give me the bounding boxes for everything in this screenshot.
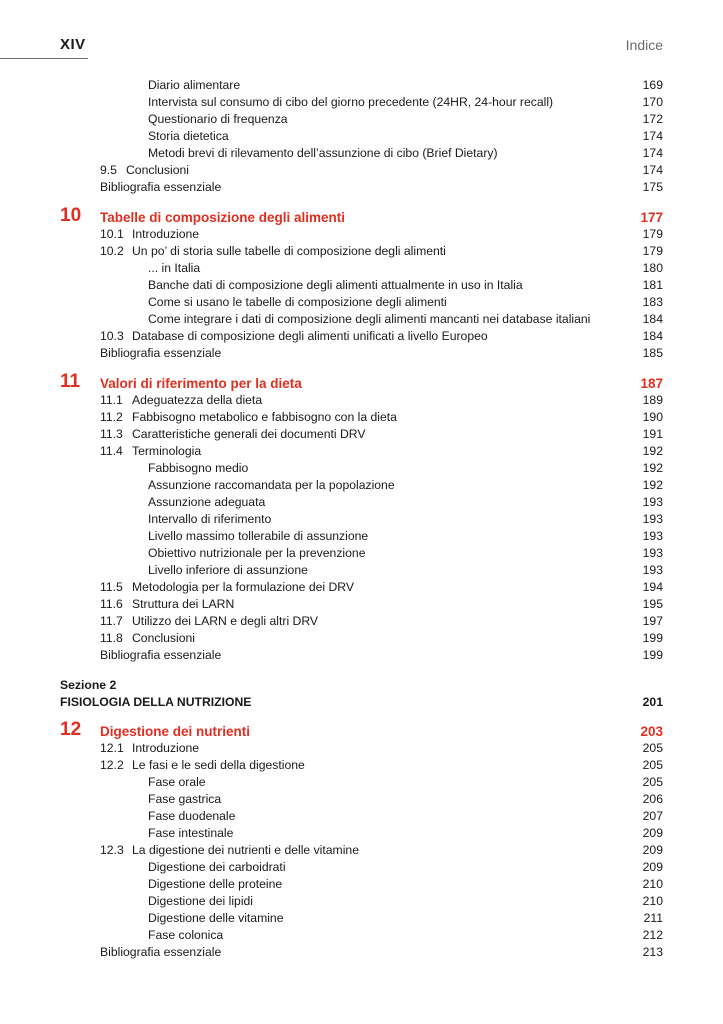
- toc-subentry[interactable]: [0, 128, 723, 145]
- section-number: 11.4: [100, 444, 123, 458]
- page-ref: 210: [642, 894, 663, 908]
- toc-section[interactable]: [0, 579, 723, 596]
- toc-subentry[interactable]: [0, 927, 723, 944]
- page-ref: 193: [642, 529, 663, 543]
- entry-title: Diario alimentare: [148, 78, 241, 92]
- page-ref: 207: [642, 809, 663, 823]
- chapter-number: 12: [60, 719, 82, 740]
- section-number: 12.3: [100, 843, 124, 857]
- page-ref: 174: [642, 146, 663, 160]
- entry-title: Come integrare i dati di composizione degli alimenti mancanti nei database italiani: [148, 312, 591, 326]
- toc-subentry[interactable]: [0, 528, 723, 545]
- section-number: 12.2: [100, 758, 124, 772]
- toc-section[interactable]: [0, 613, 723, 630]
- page-ref: 192: [642, 444, 663, 458]
- section-number: 9.5: [100, 163, 117, 177]
- page-ref: 213: [642, 945, 663, 959]
- page-ref: 209: [642, 860, 663, 874]
- page-ref: 172: [642, 112, 663, 126]
- toc-subentry[interactable]: [0, 910, 723, 927]
- entry-title: Sezione 2: [60, 678, 117, 692]
- entry-title: Database di composizione degli alimenti unificati a livello Europeo: [132, 329, 488, 343]
- toc-subentry[interactable]: [0, 111, 723, 128]
- entry-title: Adeguatezza della dieta: [132, 393, 263, 407]
- page-ref: 205: [642, 741, 663, 755]
- toc-subentry[interactable]: [0, 277, 723, 294]
- page-ref: 174: [642, 129, 663, 143]
- entry-title: Fabbisogno medio: [148, 461, 249, 475]
- entry-title: Digestione dei nutrienti: [100, 724, 251, 739]
- section-number: 11.2: [100, 410, 123, 424]
- entry-title: Livello massimo tollerabile di assunzione: [148, 529, 369, 543]
- toc-subentry[interactable]: [0, 876, 723, 893]
- page-ref: 180: [642, 261, 663, 275]
- toc-section[interactable]: [0, 392, 723, 409]
- toc-bibliography[interactable]: [0, 944, 723, 961]
- page-ref: 192: [642, 478, 663, 492]
- toc-subentry[interactable]: [0, 77, 723, 94]
- page-ref: 195: [642, 597, 663, 611]
- page-ref: 181: [642, 278, 663, 292]
- entry-title: Intervista sul consumo di cibo del giorno precedente (24HR, 24-hour recall): [148, 95, 554, 109]
- entry-title: Valori di riferimento per la dieta: [100, 376, 302, 391]
- entry-title: Struttura dei LARN: [132, 597, 235, 611]
- entry-title: Fase intestinale: [148, 826, 234, 840]
- entry-title: Fase colonica: [148, 928, 224, 942]
- toc-subentry[interactable]: [0, 494, 723, 511]
- page-ref: 197: [642, 614, 663, 628]
- toc-subentry[interactable]: [0, 808, 723, 825]
- entry-title: Un po’ di storia sulle tabelle di composizione degli alimenti: [132, 244, 446, 258]
- entry-title: Le fasi e le sedi della digestione: [132, 758, 305, 772]
- entry-title: Questionario di frequenza: [148, 112, 288, 126]
- entry-title: Metodologia per la formulazione dei DRV: [132, 580, 354, 594]
- page-ref: 209: [642, 843, 663, 857]
- toc-section[interactable]: [0, 443, 723, 460]
- toc-subentry[interactable]: [0, 774, 723, 791]
- toc-subentry[interactable]: [0, 94, 723, 111]
- page-ref: 175: [642, 180, 663, 194]
- page-ref: 193: [642, 495, 663, 509]
- entry-title: Digestione delle proteine: [148, 877, 283, 891]
- page-ref: 187: [640, 376, 663, 391]
- toc-section[interactable]: [0, 426, 723, 443]
- entry-title: La digestione dei nutrienti e delle vitamine: [132, 843, 359, 857]
- toc-bibliography[interactable]: [0, 179, 723, 196]
- toc-bibliography[interactable]: [0, 345, 723, 362]
- page-ref: 206: [642, 792, 663, 806]
- entry-title: Digestione dei carboidrati: [148, 860, 286, 874]
- page-ref: 199: [642, 631, 663, 645]
- section-number: 11.7: [100, 614, 123, 628]
- toc-subentry[interactable]: [0, 260, 723, 277]
- toc-section[interactable]: [0, 243, 723, 260]
- toc-subentry[interactable]: [0, 145, 723, 162]
- entry-title: Metodi brevi di rilevamento dell’assunzione di cibo (Brief Dietary): [148, 146, 498, 160]
- toc-subentry[interactable]: [0, 311, 723, 328]
- page-ref: 174: [642, 163, 663, 177]
- toc-section[interactable]: [0, 162, 723, 179]
- section-number: 10.1: [100, 227, 124, 241]
- toc-bibliography[interactable]: [0, 647, 723, 664]
- section-number: 11.3: [100, 427, 123, 441]
- entry-title: Caratteristiche generali dei documenti DRV: [132, 427, 366, 441]
- page-ref: 169: [642, 78, 663, 92]
- page-ref: 212: [642, 928, 663, 942]
- toc-section[interactable]: [0, 596, 723, 613]
- page-ref: 193: [642, 546, 663, 560]
- page-ref: 184: [642, 329, 663, 343]
- page-ref: 199: [642, 648, 663, 662]
- toc-subentry[interactable]: [0, 294, 723, 311]
- entry-title: Digestione dei lipidi: [148, 894, 254, 908]
- page-ref: 210: [642, 877, 663, 891]
- section-number: 11.1: [100, 393, 123, 407]
- entry-title: Introduzione: [132, 227, 200, 241]
- page-ref: 179: [642, 227, 663, 241]
- entry-title: Conclusioni: [132, 631, 196, 645]
- page-ref: 183: [642, 295, 663, 309]
- entry-title: Obiettivo nutrizionale per la prevenzione: [148, 546, 366, 560]
- section-number: 11.8: [100, 631, 123, 645]
- entry-title: Banche dati di composizione degli alimenti attualmente in uso in Italia: [148, 278, 523, 292]
- entry-title: Introduzione: [132, 741, 200, 755]
- page-ref: 184: [642, 312, 663, 326]
- entry-title: Bibliografia essenziale: [100, 180, 222, 194]
- entry-title: Storia dietetica: [148, 129, 229, 143]
- part-label[interactable]: [0, 677, 723, 694]
- entry-title: Digestione delle vitamine: [148, 911, 284, 925]
- toc-subentry[interactable]: [0, 545, 723, 562]
- toc-subentry[interactable]: [0, 791, 723, 808]
- page-ref: 211: [643, 911, 663, 925]
- entry-title: Fase orale: [148, 775, 206, 789]
- toc-subentry[interactable]: [0, 460, 723, 477]
- entry-title: Bibliografia essenziale: [100, 648, 222, 662]
- entry-title: Conclusioni: [126, 163, 190, 177]
- toc-subentry[interactable]: [0, 893, 723, 910]
- toc-subentry[interactable]: [0, 825, 723, 842]
- page-ref: 205: [642, 758, 663, 772]
- entry-title: Fase duodenale: [148, 809, 236, 823]
- chapter-number: 10: [60, 205, 82, 226]
- toc-subentry[interactable]: [0, 477, 723, 494]
- entry-title: Assunzione adeguata: [148, 495, 266, 509]
- page-ref: 205: [642, 775, 663, 789]
- entry-title: Bibliografia essenziale: [100, 945, 222, 959]
- toc-subentry[interactable]: [0, 562, 723, 579]
- entry-title: Bibliografia essenziale: [100, 346, 222, 360]
- toc-section[interactable]: [0, 328, 723, 345]
- entry-title: Come si usano le tabelle di composizione degli alimenti: [148, 295, 447, 309]
- entry-title: Livello inferiore di assunzione: [148, 563, 308, 577]
- section-number: 11.5: [100, 580, 123, 594]
- toc-section[interactable]: [0, 409, 723, 426]
- entry-title: Intervallo di riferimento: [148, 512, 272, 526]
- toc-section[interactable]: [0, 226, 723, 243]
- toc-subentry[interactable]: [0, 511, 723, 528]
- entry-title: FISIOLOGIA DELLA NUTRIZIONE: [60, 695, 252, 709]
- page-ref: 209: [642, 826, 663, 840]
- page-ref: 191: [642, 427, 663, 441]
- page-ref: 194: [642, 580, 663, 594]
- entry-title: Fabbisogno metabolico e fabbisogno con la dieta: [132, 410, 397, 424]
- page-ref: 189: [642, 393, 663, 407]
- section-number: 11.6: [100, 597, 123, 611]
- toc-subentry[interactable]: [0, 859, 723, 876]
- toc-section[interactable]: [0, 630, 723, 647]
- toc-section[interactable]: [0, 740, 723, 757]
- entry-title: Utilizzo dei LARN e degli altri DRV: [132, 614, 319, 628]
- toc-section[interactable]: [0, 842, 723, 859]
- page-ref: 193: [642, 512, 663, 526]
- page-ref: 190: [642, 410, 663, 424]
- page-number: XIV: [60, 36, 86, 53]
- page-ref: 192: [642, 461, 663, 475]
- page-ref: 185: [642, 346, 663, 360]
- page-ref: 203: [640, 724, 663, 739]
- section-number: 12.1: [100, 741, 124, 755]
- entry-title: Terminologia: [132, 444, 202, 458]
- entry-title: ... in Italia: [148, 261, 201, 275]
- chapter-number: 11: [60, 371, 81, 392]
- toc-section[interactable]: [0, 757, 723, 774]
- page-ref: 179: [642, 244, 663, 258]
- entry-title: Fase gastrica: [148, 792, 222, 806]
- entry-title: Assunzione raccomandata per la popolazione: [148, 478, 395, 492]
- page-ref: 177: [640, 210, 663, 225]
- page-ref: 201: [642, 695, 663, 709]
- page-ref: 170: [642, 95, 663, 109]
- running-title: Indice: [625, 37, 663, 53]
- part-title[interactable]: [0, 694, 723, 711]
- section-number: 10.3: [100, 329, 124, 343]
- entry-title: Tabelle di composizione degli alimenti: [100, 210, 346, 225]
- section-number: 10.2: [100, 244, 124, 258]
- page-ref: 193: [642, 563, 663, 577]
